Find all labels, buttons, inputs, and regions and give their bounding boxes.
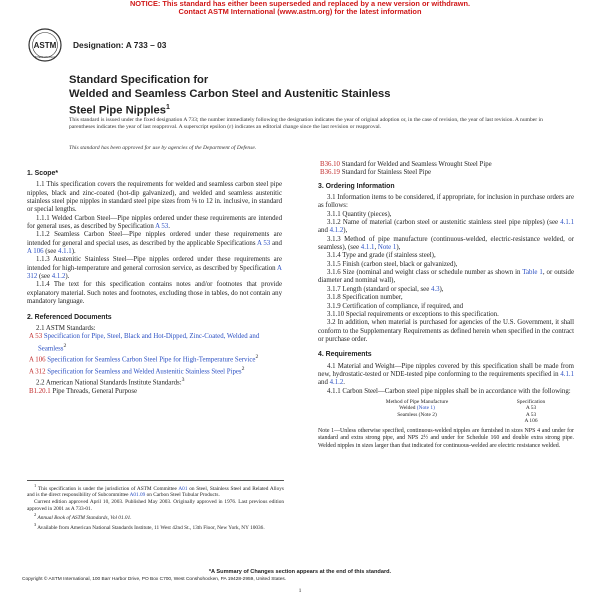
- ref-title: Standard for Welded and Seamless Wrought Steel Pipe: [341, 161, 492, 168]
- para-3-1-3-text: 3.1.3 Method of pipe manufacture (continuous-welded, electric-resistance welded, or seamless), (see: [318, 235, 574, 252]
- footnote-3: $^3$ Available from American National Standards Institute, 11 West 42nd St., 13th Floor, New York, NY 10036.: [34, 521, 265, 531]
- ref-code: B36.10: [320, 161, 340, 168]
- ref-title: Specification for Seamless and Welded Austenitic Stainless Steel Pipes: [47, 368, 242, 376]
- para-3-1-6: [318, 269, 574, 286]
- table-header-spec: Specification: [516, 398, 546, 405]
- footnote-2-text: Annual Book of ASTM Standards, Vol 01.01.: [37, 514, 132, 521]
- para-3-1-1: 3.1.1 Quantity (pieces),: [327, 210, 392, 218]
- para-1-1-2: 1.1.2 Seamless Carbon Steel—Pipe nipples ordered under these requirements are intended for general and special uses, as described by the applicable Specifications A 53 and A 106 (see 4.1.1).: [27, 231, 282, 256]
- ref-code: A 53: [29, 333, 43, 341]
- para-2-1: 2.1 ASTM Standards:: [36, 324, 96, 332]
- logo-text: ASTM: [33, 41, 57, 50]
- ref-code: B1.20.1: [29, 388, 51, 396]
- para-3-1-3: 3.1.3 Method of pipe manufacture (continuous-welded, electric-resistance welded, or seamless), (see 4.1.1, Note 1),: [318, 235, 574, 252]
- link-a312[interactable]: A 312: [27, 264, 282, 281]
- table-cell-method: Seamless (Note 2): [397, 411, 437, 418]
- para-3-1-8: 3.1.8 Specification number,: [327, 294, 403, 302]
- para-1-1-1-text: 1.1.1 Welded Carbon Steel—Pipe nipples ordered under these requirements are intended for general uses, as described by Specification: [27, 214, 282, 231]
- para-3-1-2-and: and: [318, 227, 328, 235]
- designation: Designation: A 733 – 03: [73, 40, 167, 50]
- table-row: [338, 418, 566, 424]
- para-3-1-4: 3.1.4 Type and grade (if stainless steel),: [327, 252, 436, 260]
- para-3-1: 3.1 Information items to be considered, if appropriate, for inclusion in purchase orders are as follows:: [318, 194, 574, 210]
- astm-logo: [28, 28, 62, 62]
- ref-title: Standard for Stainless Steel Pipe: [341, 169, 432, 177]
- document-title: [69, 73, 489, 118]
- para-3-1-2: 3.1.2 Name of material (carbon steel or austenitic stainless steel pipe nipples) (see 4.1.1 and 4.1.2),: [318, 219, 574, 235]
- para-1-1-3-text: 1.1.3 Austenitic Stainless Steel—Pipe nipples ordered under these requirements are intended for high-temperature and general corrosion service, as described by Specification: [27, 256, 282, 272]
- ref-title: Pipe Threads, General Purpose: [52, 388, 138, 396]
- para-2-2-text: 2.2 American National Standards Institute Standards:: [36, 379, 182, 387]
- link-4-1-1[interactable]: 4.1.1: [560, 370, 574, 378]
- section-4-heading: 4. Requirements: [318, 351, 372, 359]
- note-1: Note 1—Unless otherwise specified, continuous-welded nipples are furnished in sizes NPS 4 and under for standard and extra strong pipe, and NPS 2½ and under for Schedule 160 and double extra strong pipe. Welded nipples in sizes larger than that indicated for continuous-welded are electric resistance welded.: [318, 428, 574, 449]
- footnote-1-text-c: on Carbon Steel Tubular Products.: [146, 492, 220, 499]
- method-text: Welded: [399, 405, 416, 412]
- ref-title: Specification for Seamless Carbon Steel Pipe for High-Temperature Service: [47, 356, 256, 364]
- para-1-1-3-see: (see: [38, 273, 51, 281]
- title-line-1: Standard Specification for: [69, 74, 209, 86]
- ref-a53[interactable]: [27, 333, 282, 353]
- section-1-heading: 1. Scope*: [27, 170, 59, 177]
- link-4-1-2[interactable]: 4.1.2: [329, 227, 344, 235]
- para-2-2-fn: 3: [181, 377, 185, 384]
- link-4-1-1[interactable]: 4.1.1: [360, 244, 375, 252]
- link-4-1-1[interactable]: 4.1.1: [560, 219, 574, 227]
- para-3-1-9: 3.1.9 Certification of compliance, if required, and: [327, 302, 464, 310]
- para-3-1-6-text: 3.1.6 Size (nominal and weight class or schedule number as shown in: [327, 269, 521, 277]
- section-3-heading: 3. Ordering Information: [318, 182, 395, 190]
- footnote-1: $^1$ This specification is under the jurisdiction of ASTM Committee A01 on Steel, Stainless Steel and Related Alloys and is the direct responsibility of Subcommittee A01.09 on Carbon Steel Tubular Products.: [27, 483, 284, 499]
- ref-code: A 312: [29, 368, 46, 376]
- right-column: [318, 161, 574, 450]
- approved-note: This standard has been approved for use by agencies of the Department of Defense.: [69, 145, 257, 151]
- para-2-2: [27, 376, 282, 388]
- link-table-1[interactable]: Table 1: [522, 269, 543, 277]
- para-4-1: 4.1 Material and Weight—Pipe nipples covered by this specification shall be made from new, hydrostatic-tested or NDE-tested pipe conforming to the requirements specified in 4.1.1 and 4.1.2.: [318, 362, 574, 387]
- para-1-1-2-see: (see: [45, 248, 57, 256]
- ref-b36-19[interactable]: [318, 169, 574, 177]
- ref-a106[interactable]: [27, 353, 282, 365]
- para-3-1-2-text: 3.1.2 Name of material (carbon steel or austenitic stainless steel pipe nipples) (see: [327, 219, 559, 227]
- footnote-2: $^2$ Annual Book of ASTM Standards, Vol 01.01.: [34, 512, 132, 521]
- para-1-1-3: 1.1.3 Austenitic Stainless Steel—Pipe nipples ordered under these requirements are intended for high-temperature and general corrosion service, as described by Specification A 312 (see 4.1.2).: [27, 256, 282, 281]
- para-3-1-7: 3.1.7 Length (standard or special, see 4.3),: [327, 285, 444, 293]
- ref-fn: 2: [63, 342, 67, 349]
- para-1-1-4: 1.1.4 The text for this specification contains notes and/or footnotes that provide explanatory material. Such notes and footnotes, excluding those in tables, do not contain any mandatory language.: [27, 281, 282, 306]
- copyright-line: Copyright © ASTM International, 100 Barr Harbor Drive, PO Box C700, West Conshohocken, PA 19428-2959, United States.: [22, 577, 287, 582]
- ref-fn: 2: [241, 365, 245, 372]
- notice-line-2: Contact ASTM International (www.astm.org) for the latest information: [178, 6, 422, 16]
- link-note-1[interactable]: Note 1: [377, 244, 397, 252]
- table-header-method: Method of Pipe Manufacture: [385, 398, 449, 405]
- title-line-3-text: Steel Pipe Nipples: [69, 104, 166, 117]
- ref-b36-10[interactable]: [318, 161, 574, 169]
- link-a53-2[interactable]: A 53: [256, 239, 271, 247]
- link-a53[interactable]: A 53: [155, 223, 169, 231]
- link-a106[interactable]: A 106: [27, 248, 44, 256]
- title-line-2: Welded and Seamless Carbon Steel and Austenitic Stainless: [69, 88, 391, 100]
- ref-b1-20-1[interactable]: [27, 388, 282, 396]
- ref-title: Specification for Pipe, Steel, Black and Hot-Dipped, Zinc-Coated, Welded and Seamless: [38, 333, 260, 352]
- footnote-3-text: Available from American National Standards Institute, 11 West 42nd St., 13th Floor, New York, NY 10036.: [37, 524, 265, 531]
- para-4-1-and: and: [318, 379, 328, 387]
- ref-fn: 2: [255, 354, 259, 361]
- table-cell-spec: A 53: [525, 405, 537, 412]
- page-number: 1: [298, 588, 302, 594]
- link-a01[interactable]: A01: [178, 485, 188, 492]
- section-2-heading: 2. Referenced Documents: [27, 313, 112, 321]
- para-1-1-2-text: 1.1.2 Seamless Carbon Steel—Pipe nipples ordered under these requirements are intended for general and special uses, as described by the applicable Specifications: [27, 231, 282, 247]
- link-4-3[interactable]: 4.3: [430, 285, 440, 293]
- link-4-1-2[interactable]: 4.1.2: [51, 273, 66, 281]
- link-note-1[interactable]: (Note 1): [416, 405, 435, 412]
- footnote-1-text-b: on Steel, Stainless Steel and Related Alloys and is the direct responsibility of Subcommittee: [27, 485, 284, 499]
- table-cell-method: [338, 418, 496, 424]
- table-cell-spec: A 106: [524, 417, 538, 424]
- footnote-1-edition: Current edition approved April 10, 2003. Published May 2003. Originally approved in 1976. Last previous edition approved in 2001 as A 733-01.: [27, 498, 284, 512]
- ref-code: B36.19: [320, 169, 340, 177]
- title-line-3: [69, 101, 489, 118]
- para-3-1-6-text-b: , or outside diameter and nominal wall),: [318, 269, 574, 285]
- para-3-2: 3.2 In addition, when material is purchased for agencies of the U.S. Government, it shall conform to the Supplementary Requirements as defined herein when specified in the contract or purchase order.: [318, 319, 574, 343]
- para-4-1-text: 4.1 Material and Weight—Pipe nipples covered by this specification shall be made from new, hydrostatic-tested or NDE-tested pipe conforming to the requirements specified in: [318, 362, 574, 378]
- footnote-1-text-a: This specification is under the jurisdiction of ASTM Committee: [37, 485, 177, 492]
- para-1-1-1: 1.1.1 Welded Carbon Steel—Pipe nipples ordered under these requirements are intended for general uses, as described by Specification A 53.: [27, 214, 282, 231]
- manufacture-method-table: [338, 399, 566, 424]
- notice-line-1: NOTICE: This standard has either been superseded and replaced by a new version or withdrawn.: [129, 0, 471, 8]
- para-3-1-10: 3.1.10 Special requirements or exceptions to this specification.: [327, 310, 499, 318]
- link-4-1-2[interactable]: 4.1.2: [329, 379, 344, 387]
- para-4-1-1: 4.1.1 Carbon Steel—Carbon steel pipe nipples shall be in accordance with the following:: [327, 387, 571, 395]
- left-column: [27, 161, 282, 396]
- summary-of-changes-note: *A Summary of Changes section appears at the end of this standard.: [208, 569, 392, 575]
- para-1-1: 1.1 This specification covers the requirements for welded and seamless carbon steel pipe nipples, black and zinc-coated (hot-dip galvanized), and welded and seamless austenitic stainless steel pipe nipples in standard steel pipe sizes from ⅛ to 12 in. inclusive, in standard or special lengths.: [27, 181, 282, 214]
- footnotes: [27, 480, 284, 531]
- para-3-1-7-text: 3.1.7 Length (standard or special, see: [327, 285, 430, 293]
- ref-code: A 106: [29, 356, 46, 364]
- title-footnote-mark[interactable]: 1: [166, 104, 170, 111]
- para-1-1-2-and: and: [272, 239, 282, 247]
- link-4-1-1[interactable]: 4.1.1: [58, 248, 72, 256]
- table-cell-spec: A 53: [525, 411, 537, 418]
- withdrawal-notice: [0, 0, 600, 14]
- link-a01-09[interactable]: A01.09: [129, 492, 146, 499]
- para-3-1-5: 3.1.5 Finish (carbon steel, black or galvanized),: [327, 260, 458, 268]
- logo-subtext: INTERNATIONAL: [34, 56, 56, 59]
- issued-note: This standard is issued under the fixed designation A 733; the number immediately following the designation indicates the year of original adoption or, in the case of revision, the year of last revision. A number in parentheses indicates the year of last reapproval. A superscript epsilon (ε) indicates an editorial change since the last revision or reapproval.: [69, 117, 543, 130]
- ref-a312[interactable]: [27, 365, 282, 377]
